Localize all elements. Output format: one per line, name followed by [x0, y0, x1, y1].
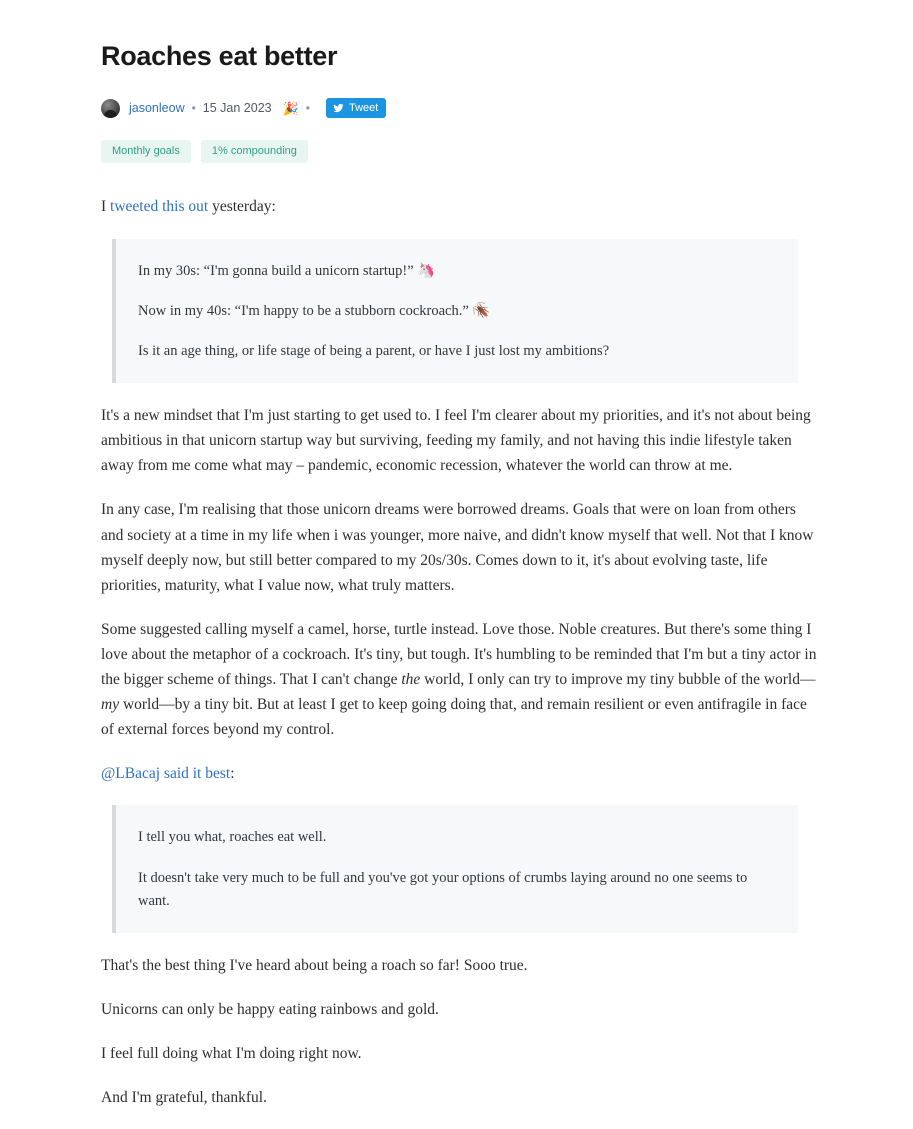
twitter-bird-icon: [333, 103, 344, 113]
avatar: [101, 99, 120, 118]
paragraph-3-part-2: world, I only can try to improve my tiny bubble of the world—: [420, 671, 816, 689]
article: [101, 40, 817, 1129]
closing-paragraph-3: I feel full doing what I'm doing right now.: [101, 1045, 362, 1063]
paragraph-3-emphasis-my: my: [101, 696, 120, 714]
paragraph-3: [101, 617, 817, 743]
closing-paragraph-4: And I'm grateful, thankful.: [101, 1089, 267, 1107]
author-link[interactable]: jasonleow: [129, 101, 185, 116]
attribution-colon: :: [230, 765, 235, 783]
tag-list: [101, 140, 817, 163]
quote-two-wrap: [112, 805, 817, 933]
quote-one-line-3: Is it an age thing, or life stage of being a parent, or have I just lost my ambitions?: [138, 342, 610, 359]
post-meta: [101, 98, 817, 118]
page-title: Roaches eat better: [101, 41, 338, 71]
blockquote-roaches: [112, 805, 798, 933]
tweet-button[interactable]: [326, 98, 386, 118]
paragraph-1: It's a new mindset that I'm just starting to get used to. I feel I'm clearer about my priorities, and it's not about being ambitious in that unicorn startup way but surviving, feeding my family, and not having this indie lifestyle taken away from me come what may – pandemic, economic recession, whatever the world can throw at me.: [101, 407, 811, 475]
quote-two-line-1: I tell you what, roaches eat well.: [138, 829, 327, 846]
said-it-best-link[interactable]: said it best: [160, 765, 231, 783]
lbacaj-mention-link[interactable]: @LBacaj: [101, 765, 161, 783]
paragraph-2: In any case, I'm realising that those unicorn dreams were borrowed dreams. Goals that were on loan from others and society at a time in my life when i was younger, more naive, and didn't know myself that well. Not that I know myself deeply now, but still better compared to my 20s/30s. Comes down to it, it's about evolving taste, life priorities, maturity, what I value now, what truly matters.: [101, 501, 814, 594]
tweet-button-label: Tweet: [349, 102, 379, 115]
blockquote-tweet: [112, 239, 798, 384]
meta-separator-1: •: [191, 101, 196, 116]
paragraph-3-part-1: Some suggested calling myself a camel, horse, turtle instead. Love those. Noble creatures. But there's some thing I love about the metaphor of a cockroach. It's tiny, but tough. It's humbling to be reminded that I'm but a tiny actor in the bigger scheme of things. That I can't change: [101, 620, 817, 689]
quote-one-line-1: In my 30s: “I'm gonna build a unicorn startup!” 🦄: [138, 262, 436, 279]
meta-separator-2: •: [305, 101, 310, 116]
closing-paragraph-2: Unicorns can only be happy eating rainbows and gold.: [101, 1001, 439, 1019]
quote-two-line-2: It doesn't take very much to be full and you've got your options of crumbs laying around no one seems to want.: [138, 869, 748, 909]
intro-before-link: I: [101, 198, 111, 216]
post-date: 15 Jan 2023: [202, 101, 272, 116]
tag-1-percent-compounding[interactable]: 1% compounding: [201, 140, 308, 163]
paragraph-3-emphasis-the: the: [401, 671, 421, 689]
intro-after-link: yesterday:: [208, 198, 276, 216]
paragraph-3-part-3: world—by a tiny bit. But at least I get to keep going doing that, and remain resilient or even antifragile in face of external forces beyond my control.: [101, 696, 807, 739]
tag-monthly-goals[interactable]: Monthly goals: [101, 140, 191, 163]
quote-one-line-2: Now in my 40s: “I'm happy to be a stubborn cockroach.” 🪳: [138, 302, 491, 319]
tweeted-this-out-link[interactable]: tweeted this out: [110, 198, 209, 216]
attribution-line: [101, 761, 817, 786]
closing-paragraph-1: That's the best thing I've heard about being a roach so far! Sooo true.: [101, 957, 528, 975]
quote-one-wrap: [112, 239, 817, 384]
intro-paragraph: [101, 194, 817, 219]
celebration-emoji-icon: 🎉: [282, 100, 299, 116]
